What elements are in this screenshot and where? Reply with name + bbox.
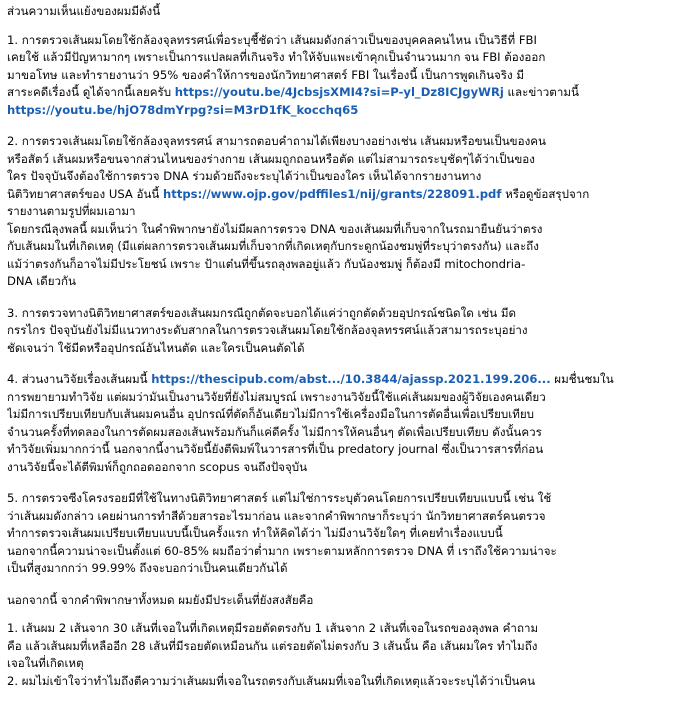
point-1-line: เคยใช้ แล้วมีปัญหามากๆ เพราะเป็นการแปลผลที่เกินจริง ทำให้จับแพะเข้าคุกเป็นจำนวนมาก จน FBI ต้องออก: [7, 50, 546, 64]
point-1-text: สาระคดีเรื่องนี้ ดูได้จากนี้เลยครับ: [7, 85, 175, 99]
point-1-line: [7, 102, 666, 120]
point-2-line: ใคร ปัจจุบันจึงต้องใช้การตรวจ DNA ร่วมด้วยถึงจะระบุได้ว่าเป็นของใคร เห็นได้จากรายงานทาง: [7, 169, 482, 183]
youtube-link-1[interactable]: https://youtu.be/4JcbsjsXMI4?si=P-yl_Dz8ICJgyWRj: [174, 85, 504, 99]
research-paper-link[interactable]: https://thescipub.com/abst.../10.3844/ajassp.2021.199.206...: [151, 372, 551, 386]
doubt-line: 1. เส้นผม 2 เส้นจาก 30 เส้นที่เจอในที่เกิดเหตุมีรอยตัดตรงกับ 1 เส้นจาก 2 เส้นที่เจอในรถของลุงพล คำถาม: [7, 621, 539, 635]
point-1-text: และข่าวตามนี้: [503, 85, 579, 99]
intro-text: [7, 3, 666, 21]
point-3-line: กรรไกร ปัจจุบันยังไม่มีแนวทางระดับสากลในการตรวจเส้นผมโดยใช้กล้องจุลทรรศน์แล้วสามารถระบุอย่าง: [7, 323, 528, 337]
point-4: [7, 371, 666, 476]
doubt-line: คือ แล้วเส้นผมที่เหลืออีก 28 เส้นที่มีรอยตัดเหมือนกัน แต่รอยตัดไม่ตรงกับ 3 เส้นนั้น คือ เส้นผมใคร ทำไมถึง: [7, 638, 538, 653]
point-4-line: ทำวิจัยเพิ่มมากกว่านี้ นอกจากนี้งานวิจัยนี้ยังตีพิมพ์ในวารสารที่เป็น predatory journal ซึ่งเป็นวารสารที่ก่อน: [7, 442, 544, 456]
point-5-line: เป็นที่สูงมากกว่า 99.99% ถึงจะบอกว่าเป็นคนเดียวกันได้: [7, 561, 288, 575]
point-4-line: ไม่มีการเปรียบเทียบกับเส้นผมคนอื่น อุปกรณ์ที่ตัดก็อันเดียวไม่มีการใช้เครื่องมือในการตัดอื่นเพื่อเปรียบเทียบ: [7, 407, 534, 421]
point-5-line: ทำการตรวจเส้นผมเปรียบเทียบแบบนี้เป็นครั้งแรก ทำให้คิดได้ว่า ไม่มีงานวิจัยใดๆ ที่เคยทำเรื่องแบบนี้: [7, 526, 503, 540]
point-2-text: หรือดูข้อสรุปจาก: [501, 186, 590, 201]
point-3-line: 3. การตรวจทางนิติวิทยาศาสตร์ของเส้นผมกรณีถูกตัดจะบอกได้แค่ว่าถูกตัดด้วยอุปกรณ์ชนิดใด เช่น มีด: [7, 305, 517, 320]
point-4-text: ผมชื่นชมใน: [550, 372, 614, 386]
point-5-line: นอกจากนี้ความน่าจะเป็นตั้งแต่ 60-85% ผมถือว่าต่ำมาก เพราะตามหลักการตรวจ DNA ที่ เราถึงใช้ความน่าจะ: [7, 543, 557, 558]
point-1-line: [7, 84, 666, 102]
point-2-line: [7, 186, 666, 204]
point-2-line: 2. การตรวจเส้นผมโดยใช้กล้องจุลทรรศน์ สามารถตอบคำถามได้เพียงบางอย่างเช่น เส้นผมหรือขนเป็นของคน: [7, 134, 546, 148]
doubts-intro: [7, 592, 666, 610]
point-1-line: มาขอโทษ และทำรายงานว่า 95% ของคำให้การของนักวิทยาศาสตร์ FBI ในเรื่องนี้ เป็นการพูดเกินจริง มี: [7, 67, 525, 82]
point-2-text: นิติวิทยาศาสตร์ของ USA อันนี้: [7, 186, 164, 201]
point-2-line: หรือสัตว์ เส้นผมหรือขนจากส่วนไหนของร่างกาย เส้นผมถูกถอนหรือตัด แต่ไม่สามารถระบุชัดๆได้ว่าเป็นของ: [7, 151, 535, 166]
point-5-line: ว่าเส้นผมดังกล่าว เคยผ่านการทำสีด้วยสารอะไรมาก่อน และจากคำพิพากษาก็ระบุว่า นักวิทยาศาสตร์คนตรวจ: [7, 508, 546, 523]
point-4-line: การพยายามทำวิจัย แต่ผมว่ามันเป็นงานวิจัยที่ยังไม่สมบูรณ์ เพราะงานวิจัยนี้ใช้แค่เส้นผมของผู้วิจัยเองคนเดียว: [7, 389, 546, 404]
doubt-line: เจอในที่เกิดเหตุ: [7, 656, 84, 670]
point-1: [7, 32, 666, 120]
ojp-report-link[interactable]: https://www.ojp.gov/pdffiles1/nij/grants/228091.pdf: [163, 186, 502, 201]
point-4-line: จำนวนครั้งที่ทดลองในการตัดผมสองเส้นพร้อมกันก็แค่ดีครั้ง ไม่มีการให้คนอื่นๆ ตัดเพื่อเปรียบเทียบ ดังนั้นควร: [7, 424, 542, 439]
doubts-intro-line: นอกจากนี้ จากคำพิพากษาทั้งหมด ผมยังมีประเด็นที่ยังสงสัยคือ: [7, 592, 314, 607]
point-4-line: งานวิจัยนี้จะได้ตีพิมพ์ก็ถูกถอดออกจาก scopus จนถึงปัจจุบัน: [7, 459, 308, 474]
point-2-line: แม้ว่าตรงกันก็อาจไม่มีประโยชน์ เพราะ ป้าแต๋นที่ขึ้นรถลุงพลอยู่แล้ว กับน้องชมพู่ ก็ต้องมี mitochondria-: [7, 256, 526, 271]
intro-line: ส่วนความเห็นแย้งของผมมีดังนี้: [7, 4, 161, 18]
youtube-link-2[interactable]: https://youtu.be/hjO78dmYrpg?si=M3rD1fK_kocchq65: [7, 102, 359, 117]
point-1-line: 1. การตรวจเส้นผมโดยใช้กล้องจุลทรรศน์เพื่อระบุชี้ชัดว่า เส้นผมดังกล่าวเป็นของบุคคลคนไหน เป็นวิธีที่ FBI: [7, 32, 537, 47]
point-2-line: กับเส้นผมในที่เกิดเหตุ (มีแต่ผลการตรวจเส้นผมที่เก็บจากที่เกิดเหตุกับกระดูกน้องชมพู่ที่ระบุว่าตรงกัน) และถึง: [7, 239, 539, 253]
doubt-line: 2. ผมไม่เข้าใจว่าทำไมถึงตีความว่าเส้นผมที่เจอในรถตรงกับเส้นผมที่เจอในที่เกิดเหตุแล้วจะระบุได้ว่าเป็นคน: [7, 673, 536, 688]
point-4-line: [7, 371, 666, 389]
point-3: [7, 305, 666, 358]
point-2: [7, 133, 666, 291]
doubt-points: [7, 620, 666, 690]
point-2-line: โดยกรณีลุงพลนี้ ผมเห็นว่า ในคำพิพากษายังไม่มีผลการตรวจ DNA ของเส้นผมที่เก็บจากในรถมายืนยันว่าตรง: [7, 221, 543, 236]
point-5-line: 5. การตรวจซีงโครงรอยมีที่ใช้ในทางนิติวิทยาศาสตร์ แต่ไม่ใช่การระบุตัวคนโดยการเปรียบเทียบแบบนี้ เช่น ใช้: [7, 491, 552, 505]
point-3-line: ชัดเจนว่า ใช้มีดหรืออุปกรณ์อันไหนตัด และใครเป็นคนตัดได้: [7, 340, 305, 355]
point-5: [7, 490, 666, 578]
point-2-line: DNA เดียวกัน: [7, 274, 76, 288]
point-2-line: รายงานตามรูปที่ผมเอามา: [7, 204, 136, 218]
point-4-text: 4. ส่วนงานวิจัยเรื่องเส้นผมนี้: [7, 372, 152, 386]
